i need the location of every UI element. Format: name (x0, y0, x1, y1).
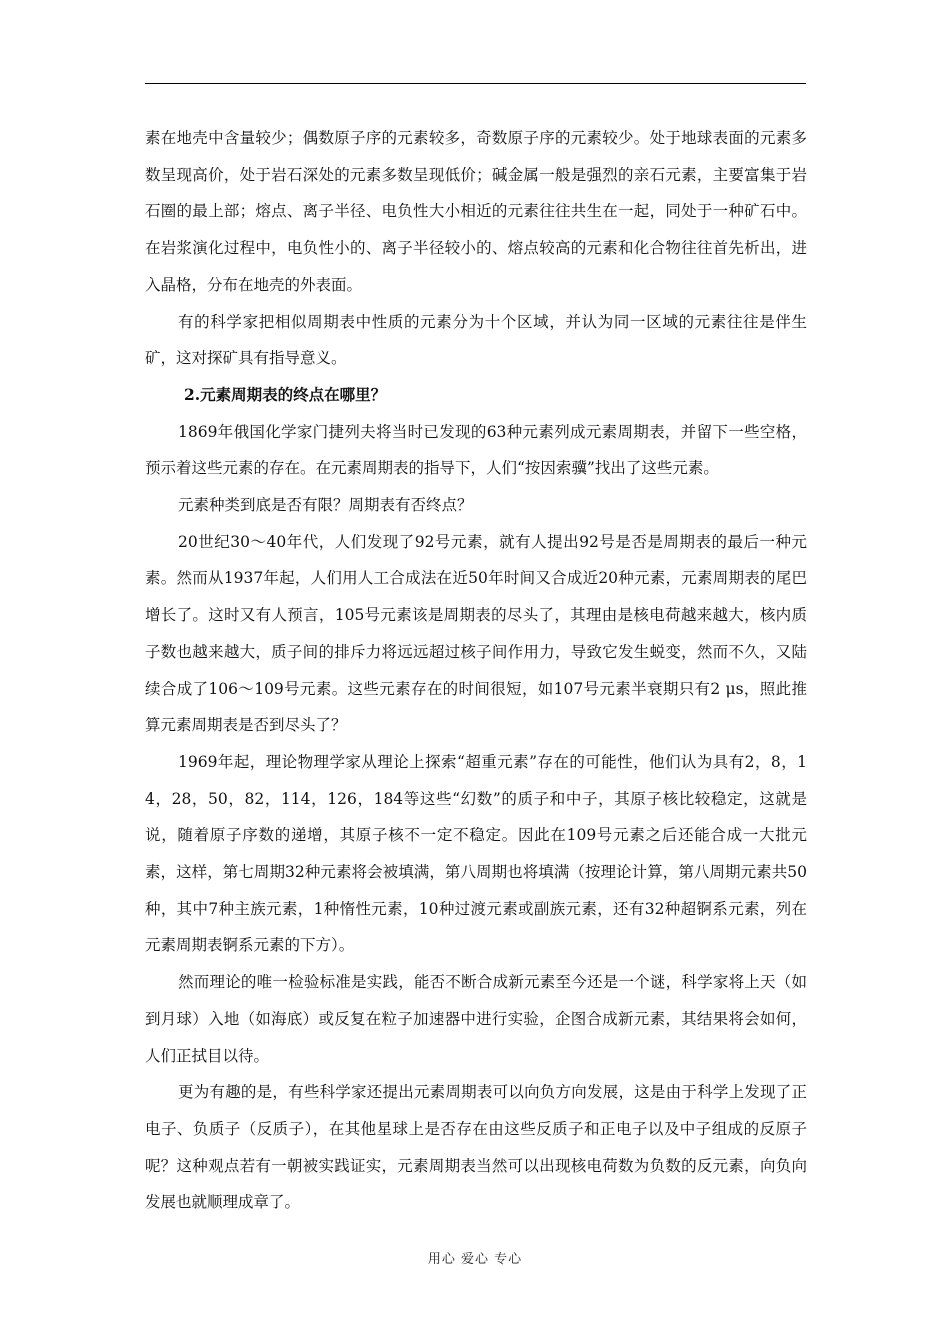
paragraph-continued: 素在地壳中含量较少；偶数原子序的元素较多，奇数原子序的元素较少。处于地球表面的元素多数呈现高价，处于岩石深处的元素多数呈现低价；碱金属一般是强烈的亲石元素，主要富集于岩石圈的最上部；熔点、离子半径、电负性大小相近的元素往往共生在一起，同处于一种矿石中。在岩浆演化过程中，电负性小的、离子半径较小的、熔点较高的元素和化合物往往首先析出，进入晶格，分布在地壳的外表面。 (145, 129, 807, 294)
paragraph-practice: 然而理论的唯一检验标准是实践，能否不断合成新元素至今还是一个谜，科学家将上天（如到月球）入地（如海底）或反复在粒子加速器中进行实验，企图合成新元素，其结果将会如何，人们正拭目以待。 (145, 973, 807, 1065)
page-body (145, 120, 807, 1221)
paragraph-regions: 有的科学家把相似周期表中性质的元素分为十个区域，并认为同一区域的元素往往是伴生矿，这对探矿具有指导意义。 (145, 312, 807, 368)
header-rule (145, 83, 806, 84)
paragraph-question: 元素种类到底是否有限？周期表有否终点？ (178, 496, 473, 515)
paragraph-history: 20世纪30～40年代，人们发现了92号元素，就有人提出92号是否是周期表的最后一种元素。然而从1937年起，人们用人工合成法在近50年时间又合成近20种元素，元素周期表的尾巴增长了。这时又有人预言，105号元素该是周期表的尽头了，其理由是核电荷越来越大，核内质子数也越来越大，质子间的排斥力将远远超过核子间作用力，导致它发生蜕变，然而不久，又陆续合成了106～109号元素。这些元素存在的时间很短，如107号元素半衰期只有2 μs，照此推算元素周期表是否到尽头了？ (145, 532, 807, 735)
paragraph-mendeleev: 1869年俄国化学家门捷列夫将当时已发现的63种元素列成元素周期表，并留下一些空格，预示着这些元素的存在。在元素周期表的指导下，人们“按因索骥”找出了这些元素。 (145, 422, 807, 478)
page-footer: 用心 爱心 专心 (427, 1252, 523, 1267)
section-heading: 2.元素周期表的终点在哪里？ (184, 384, 387, 404)
paragraph-superheavy: 1969年起，理论物理学家从理论上探索“超重元素”存在的可能性，他们认为具有2，8，14，28，50，82，114，126，184等这些“幻数”的质子和中子，其原子核比较稳定，这就是说，随着原子序数的递增，其原子核不一定不稳定。因此在109号元素之后还能合成一大批元素，这样，第七周期32种元素将会被填满，第八周期也将填满（按理论计算，第八周期元素共50种，其中7种主族元素，1种惰性元素，10种过渡元素或副族元素，还有32种超锕系元素，列在元素周期表锕系元素的下方）。 (145, 752, 807, 955)
paragraph-negative-direction: 更为有趣的是，有些科学家还提出元素周期表可以向负方向发展，这是由于科学上发现了正电子、负质子（反质子），在其他星球上是否存在由这些反质子和正电子以及中子组成的反原子呢？这种观点若有一朝被实践证实，元素周期表当然可以出现核电荷数为负数的反元素，向负向发展也就顺理成章了。 (145, 1083, 807, 1212)
